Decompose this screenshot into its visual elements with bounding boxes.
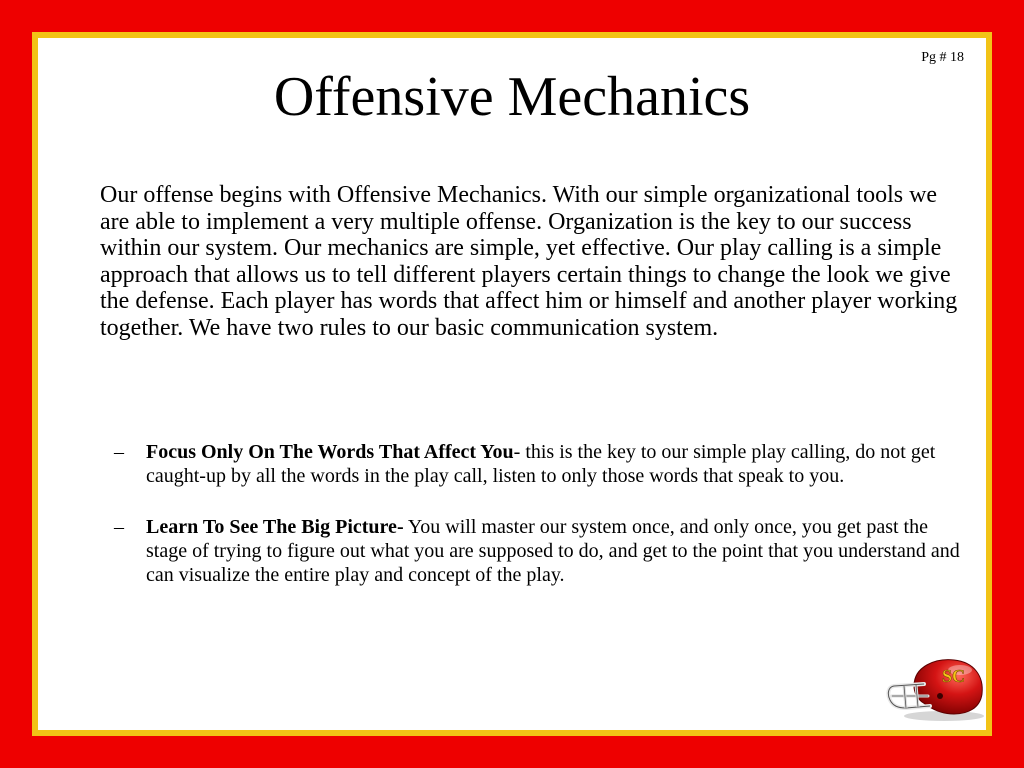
rule-text: - this is the key to our simple play calling, do not get caught-up by all the words in the play call, listen to only those words that speak to you.: [146, 441, 936, 487]
rule-text: You will master our system once, and only once, you get past the stage of trying to figure out what you are supposed to do, and get to the point that you understand and can visualize the entire play and concept of the play.: [146, 516, 960, 586]
intro-paragraph: Our offense begins with Offensive Mechanics. With our simple organizational tools we are able to implement a very multiple offense. Organization is the key to our success within our system. Our mechanics are simple, yet effective. Our play calling is a simple approach that allows us to tell different players certain things to change the look we give the defense. Each player has words that affect him or himself and another player working together. We have two rules to our basic communication system.: [100, 182, 958, 341]
rule-item: [114, 515, 970, 587]
dash-marker: –: [114, 441, 124, 463]
slide: [38, 38, 986, 730]
rule-heading: Focus Only On The Words That Affect You: [146, 441, 514, 463]
svg-text:SC: SC: [942, 666, 966, 686]
page-number: Pg # 18: [921, 50, 964, 65]
helmet-logo: [942, 666, 965, 686]
slide-title: Offensive Mechanics: [273, 66, 751, 128]
rules-list: [114, 440, 970, 614]
football-helmet-icon: [884, 656, 988, 722]
rule-heading: Learn To See The Big Picture-: [146, 516, 404, 538]
dash-marker: –: [114, 516, 124, 538]
rule-item: [114, 440, 970, 488]
